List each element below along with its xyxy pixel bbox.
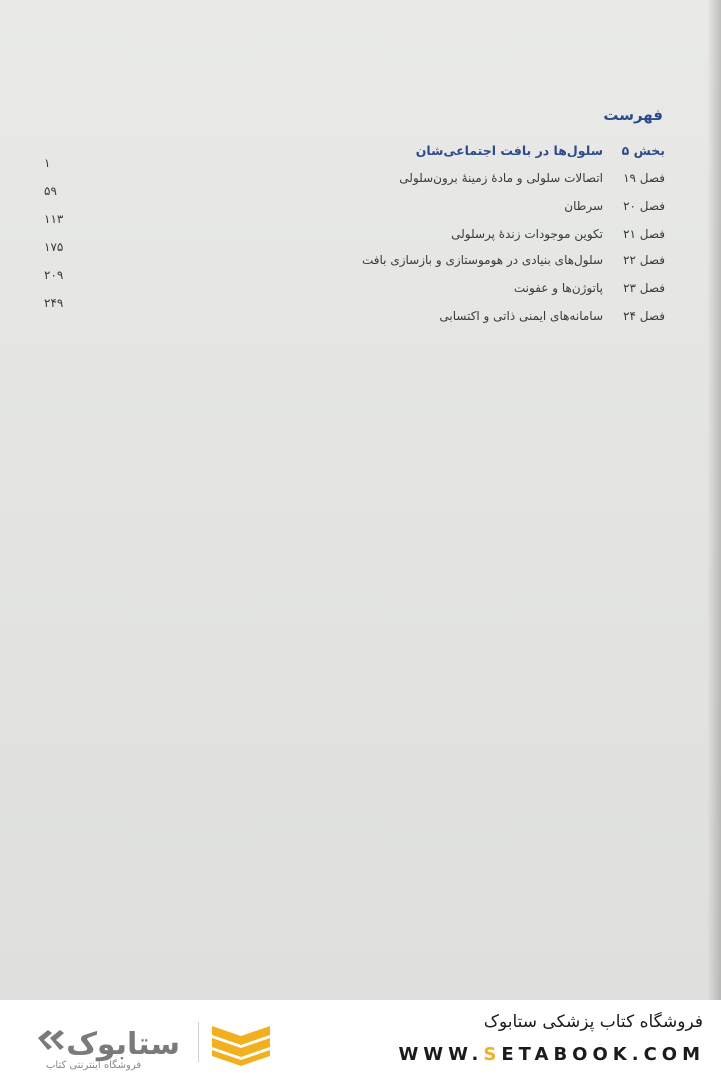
page-number: ۱۷۵	[44, 240, 64, 254]
chapter-title: سامانه‌های ایمنی ذاتی و اکتسابی	[439, 309, 603, 323]
chapter-title: اتصالات سلولی و مادهٔ زمینهٔ برون‌سلولی	[399, 171, 603, 185]
chapter-label: فصل ۲۲	[623, 253, 665, 267]
toc-chapter-row	[265, 278, 665, 298]
url-highlight: S	[483, 1044, 502, 1065]
chapter-title: پاتوژن‌ها و عفونت	[513, 281, 603, 295]
store-url	[398, 1044, 705, 1065]
url-suffix: ETABOOK.COM	[501, 1044, 705, 1065]
page-number: ۲۴۹	[44, 296, 64, 310]
chevron-book-icon	[208, 1022, 274, 1066]
page-number: ۵۹	[44, 184, 57, 198]
toc-part-row	[265, 140, 665, 160]
logo-wordmark: ستابوک	[66, 1027, 180, 1062]
url-prefix: WWW.	[398, 1044, 484, 1065]
toc-chapter-row	[265, 306, 665, 326]
page-number: ۲۰۹	[44, 268, 64, 282]
part-label: بخش ۵	[621, 142, 665, 158]
toc-heading: فهرست	[603, 106, 663, 124]
chapter-label: فصل ۲۱	[623, 227, 665, 241]
chapter-label: فصل ۲۴	[623, 309, 665, 323]
store-name: فروشگاه کتاب پزشکی ستابوک	[483, 1012, 703, 1032]
chapter-label: فصل ۲۰	[623, 199, 665, 213]
logo-tagline: فروشگاه اینترنتی کتاب	[46, 1060, 142, 1071]
chapter-label: فصل ۲۳	[623, 281, 665, 295]
page-number: ۱۱۳	[44, 212, 64, 226]
chapter-title: تکوین موجودات زندهٔ پرسلولی	[451, 227, 603, 241]
page-number: ۱	[44, 156, 51, 170]
watermark-footer	[0, 1000, 721, 1080]
toc-chapter-row	[265, 168, 665, 188]
page-edge-shadow	[707, 0, 721, 1000]
chapter-title: سرطان	[564, 199, 603, 213]
toc-chapter-row	[265, 224, 665, 244]
footer-divider	[198, 1022, 199, 1062]
toc-chapter-row	[265, 196, 665, 216]
chapter-label: فصل ۱۹	[623, 171, 665, 185]
part-title: سلول‌ها در بافت اجتماعی‌شان	[415, 142, 603, 158]
chapter-title: سلول‌های بنیادی در هوموستازی و بازسازی بافت	[362, 253, 603, 267]
toc-chapter-row	[265, 250, 665, 270]
